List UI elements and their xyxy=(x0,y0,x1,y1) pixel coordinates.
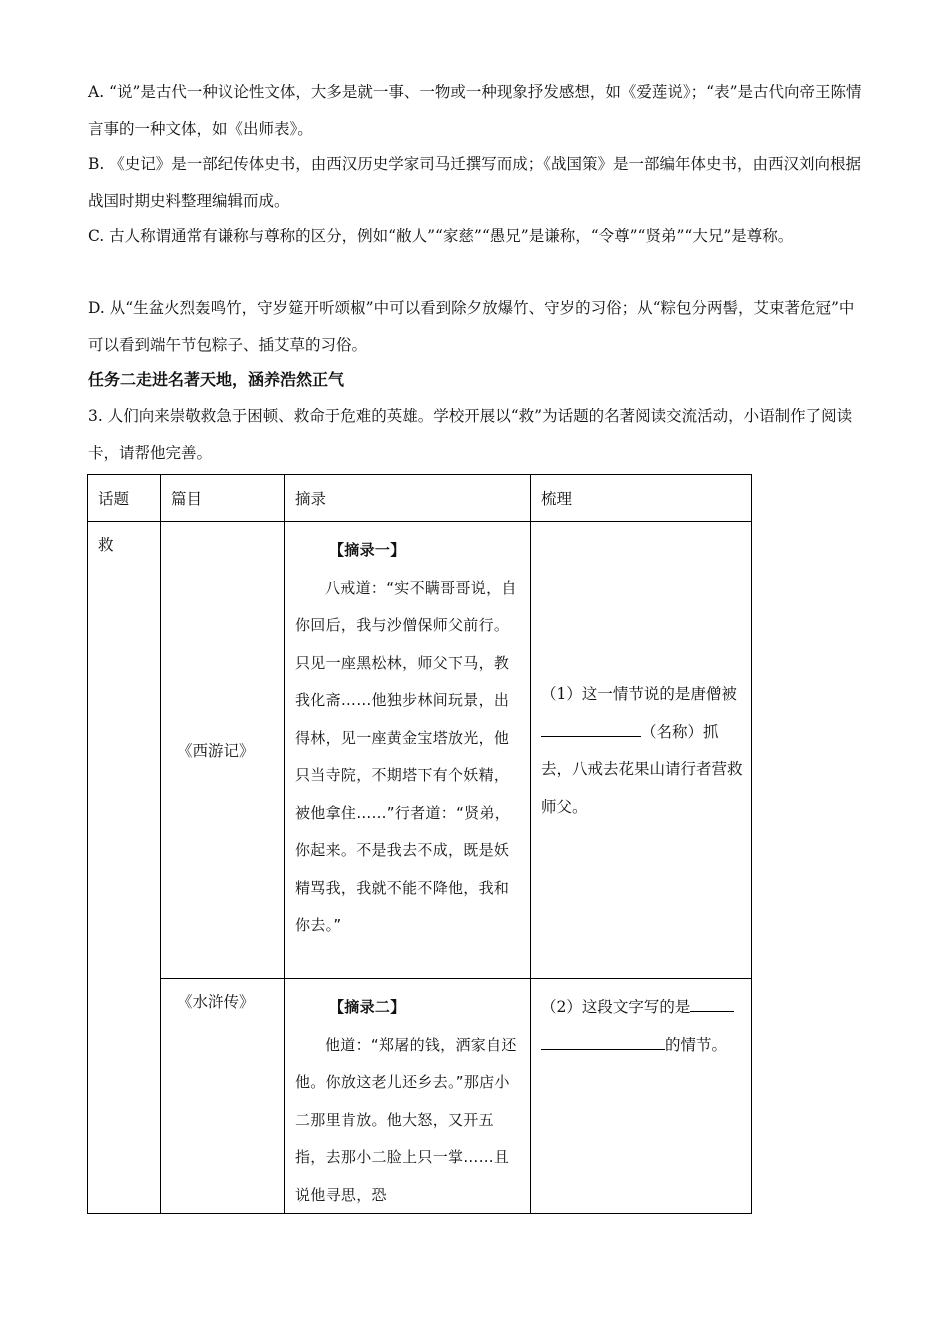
header-topic: 话题 xyxy=(88,475,161,522)
header-excerpt: 摘录 xyxy=(285,475,531,522)
option-c: C. 古人称谓通常有谦称与尊称的区分，例如“敝人”“家慈”“愚兄”是谦称，“令尊”“贤弟”“大兄”是尊称。 xyxy=(88,227,794,245)
table-header-row xyxy=(88,475,752,522)
option-b: B. 《史记》是一部纪传体史书，由西汉历史学家司马迁撰写而成；《战国策》是一部编年体史书，由西汉刘向根据战国时期史料整理编辑而成。 xyxy=(88,155,861,210)
question-3: 3. 人们向来崇敬救急于困顿、救命于危难的英雄。学校开展以“救”为话题的名著阅读交流活动，小语制作了阅读卡，请帮他完善。 xyxy=(88,407,853,462)
answer-blank[interactable] xyxy=(541,720,641,737)
excerpt-body: 他道：“郑屠的钱，洒家自还他。你放这老儿还乡去。”那店小二那里肯放。他大怒，又开五指，去那小二脸上只一掌……且说他寻思，恐 xyxy=(295,1035,517,1204)
sort-text-before: （2）这段文字写的是 xyxy=(541,998,691,1016)
excerpt-body: 八戒道：“实不瞒哥哥说，自你回后，我与沙僧保师父前行。只见一座黑松林，师父下马，教我化斋……他独步林间玩景，出得林，见一座黄金宝塔放光，他只当寺院，不期塔下有个妖精，被他拿住……”行者道：“贤弟，你起来。不是我去不成，既是妖精骂我，我就不能不降他，我和你去。” xyxy=(295,578,517,934)
sort-text-before: （1）这一情节说的是唐僧被 xyxy=(541,685,737,703)
answer-blank[interactable] xyxy=(541,1033,665,1050)
table-row xyxy=(88,979,752,1214)
book-title-cell: 《水浒传》 xyxy=(161,979,285,1214)
section-title: 任务二走进名著天地，涵养浩然正气 xyxy=(88,370,345,389)
sort-cell xyxy=(531,979,752,1214)
excerpt-cell xyxy=(285,979,531,1214)
option-a: A. “说”是古代一种议论性文体，大多是就一事、一物或一种现象抒发感想，如《爱莲说》；“表”是古代向帝王陈情言事的一种文体，如《出师表》。 xyxy=(88,83,862,138)
header-title: 篇目 xyxy=(161,475,285,522)
sort-text-after: 的情节。 xyxy=(665,1035,728,1054)
reading-card-table xyxy=(87,474,752,1214)
excerpt-heading: 【摘录二】 xyxy=(329,998,406,1016)
answer-blank[interactable] xyxy=(690,995,734,1012)
book-title-cell: 《西游记》 xyxy=(161,522,285,979)
sort-text-after: （名称）抓去，八戒去花果山请行者营救师父。 xyxy=(541,722,743,816)
option-d: D. 从“生盆火烈轰鸣竹，守岁筵开听颂椒”中可以看到除夕放爆竹、守岁的习俗；从“粽包分两髻，艾束著危冠”中可以看到端午节包粽子、插艾草的习俗。 xyxy=(88,299,855,354)
sort-cell xyxy=(531,522,752,979)
excerpt-cell xyxy=(285,522,531,979)
header-sort: 梳理 xyxy=(531,475,752,522)
table-row xyxy=(88,522,752,979)
topic-cell: 救 xyxy=(88,522,161,1214)
excerpt-heading: 【摘录一】 xyxy=(329,541,406,559)
